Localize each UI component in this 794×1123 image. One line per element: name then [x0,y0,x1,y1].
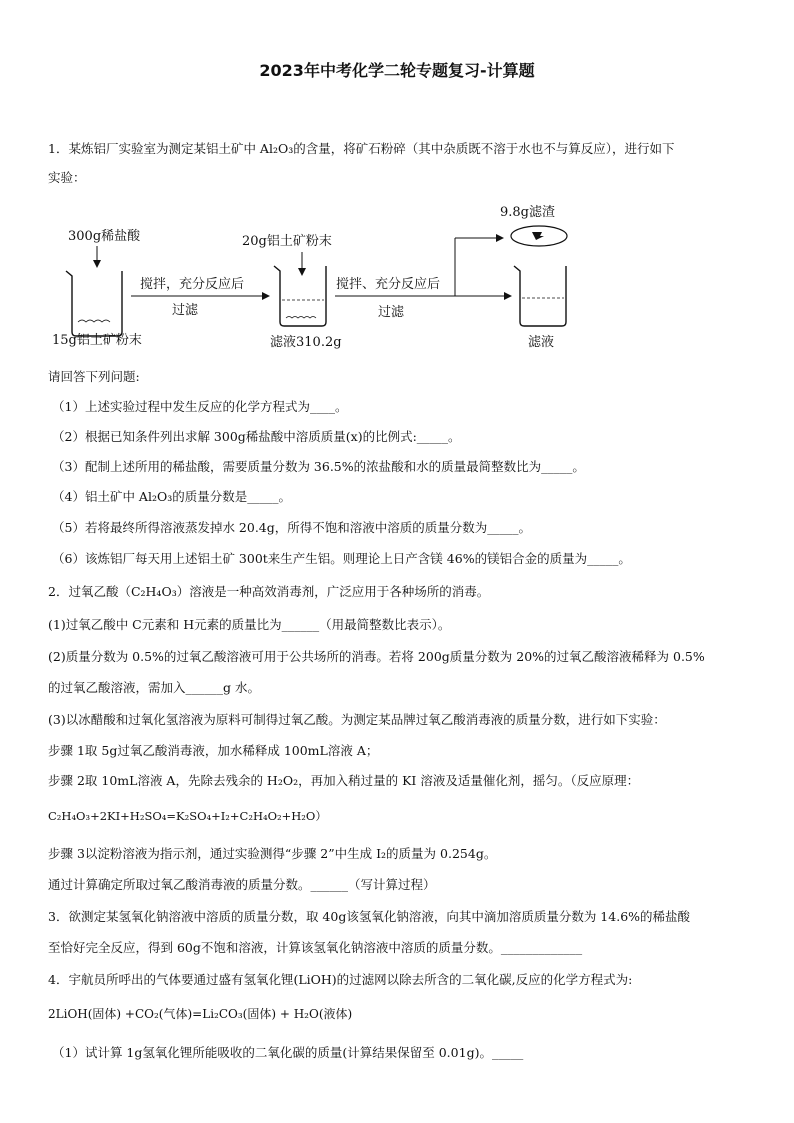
step2-top-label: 搅拌、充分反应后 [336,277,441,292]
step1-arrowhead [262,292,270,300]
powder2-label: 20g铝土矿粉末 [242,234,332,249]
q4-item-1: （1）试计算 1g氢氧化锂所能吸收的二氧化碳的质量(计算结果保留至 0.01g)。_____ [52,1045,524,1060]
acid-label: 300g稀盐酸 [68,229,141,244]
q1-prompt: 请回答下列问题: [48,369,140,384]
step1-bottom-label: 过滤 [172,303,199,318]
acid-arrowhead [93,260,101,268]
beaker-3 [514,266,566,326]
q4-line1: 4．宇航员所呼出的气体要通过盛有氢氧化锂(LiOH)的过滤网以除去所含的二氧化碳,反应的化学方程式为: [48,972,633,987]
beaker-2 [274,266,326,326]
powder1-label: 15g铝土矿粉末 [52,333,142,348]
residue-label: 9.8g滤渣 [500,205,555,220]
q3-line2: 至恰好完全反应，得到 60g不饱和溶液，计算该氢氧化钠溶液中溶质的质量分数。_____________ [48,940,583,955]
q2-equation: C₂H₄O₃+2KI+H₂SO₄=K₂SO₄+I₂+C₂H₄O₂+H₂O） [48,809,327,823]
q2-item-1: (1)过氧乙酸中 C元素和 H元素的质量比为______（用最简整数比表示）。 [48,617,451,632]
q3-line1: 3．欲测定某氢氧化钠溶液中溶质的质量分数，取 40g该氢氧化钠溶液，向其中滴加溶质质量分数为 14.6%的稀盐酸 [48,909,691,924]
q1-item-3: （3）配制上述所用的稀盐酸，需要质量分数为 36.5%的浓盐酸和水的质量最简整数比为_____。 [52,459,585,474]
filter-paper [511,226,567,246]
step1-top-label: 搅拌，充分反应后 [140,277,245,292]
step2-bottom-label: 过滤 [378,305,405,320]
q2-item-3: (3)以冰醋酸和过氧化氢溶液为原料可制得过氧乙酸。为测定某品牌过氧乙酸消毒液的质量分数，进行如下实验： [48,712,666,727]
powder2-arrowhead [298,268,306,276]
page-title: 2023年中考化学二轮专题复习-计算题 [259,61,535,80]
q2-step-3: 步骤 3以淀粉溶液为指示剂，通过实验测得“步骤 2”中生成 I₂的质量为 0.254g。 [48,846,497,861]
experiment-diagram [48,198,608,363]
filtrate1-label: 滤液310.2g [270,335,342,350]
q2-line1: 2．过氧乙酸（C₂H₄O₃）溶液是一种高效消毒剂，广泛应用于各种场所的消毒。 [48,584,490,599]
filtrate2-label: 滤液 [528,335,555,350]
beaker-1 [66,271,122,336]
q2-item-2b: 的过氧乙酸溶液，需加入______g 水。 [48,680,260,695]
q1-item-6: （6）该炼铝厂每天用上述铝土矿 300t来生产生铝。则理论上日产含镁 46%的镁铝合金的质量为_____。 [52,551,631,566]
branch-arrowhead [496,234,504,242]
q1-line1: 1．某炼铝厂实验室为测定某铝土矿中 Al₂O₃的含量，将矿石粉碎（其中杂质既不溶于水也不与算反应），进行如下 [48,141,675,156]
q4-equation: 2LiOH(固体) +CO₂(气体)=Li₂CO₃(固体) + H₂O(液体) [48,1007,353,1021]
q2-item-2a: (2)质量分数为 0.5%的过氧乙酸溶液可用于公共场所的消毒。若将 200g质量分数为 20%的过氧乙酸溶液稀释为 0.5% [48,649,705,664]
step2-arrowhead [504,292,512,300]
q1-line2: 实验： [48,170,86,185]
q1-item-5: （5）若将最终所得溶液蒸发掉水 20.4g，所得不饱和溶液中溶质的质量分数为_____。 [52,520,532,535]
q2-conclusion: 通过计算确定所取过氧乙酸消毒液的质量分数。______（写计算过程） [48,877,436,892]
q1-item-4: （4）铝土矿中 Al₂O₃的质量分数是_____。 [52,489,291,504]
q1-item-2: （2）根据已知条件列出求解 300g稀盐酸中溶质质量(x)的比例式:_____。 [52,429,461,444]
q2-step-2: 步骤 2取 10mL溶液 A，先除去残余的 H₂O₂，再加入稍过量的 KI 溶液及适量催化剂，摇匀。（反应原理： [48,773,640,788]
q1-item-1: （1）上述实验过程中发生反应的化学方程式为____。 [52,399,348,414]
q2-step-1: 步骤 1取 5g过氧乙酸消毒液，加水稀释成 100mL溶液 A； [48,743,379,758]
